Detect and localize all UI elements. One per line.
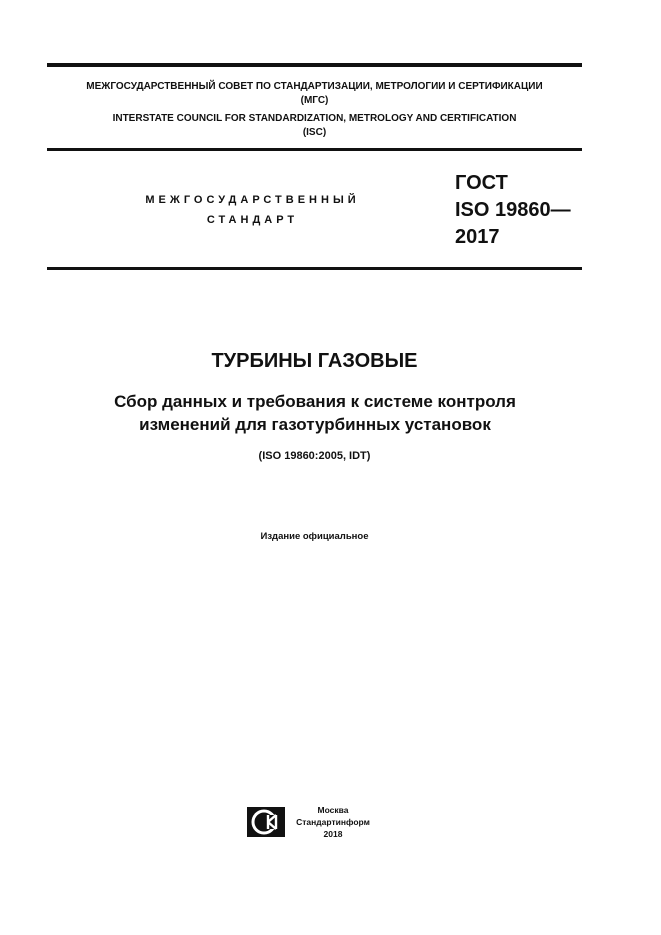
standard-type — [120, 190, 385, 230]
gost-line2: ISO 19860— — [455, 199, 571, 221]
edition-note: Издание официальное — [260, 531, 369, 542]
standard-type-line1: МЕЖГОСУДАРСТВЕННЫЙ — [145, 194, 360, 206]
council-en-name: INTERSTATE COUNCIL FOR STANDARDIZATION, METROLOGY AND CERTIFICATION — [112, 113, 517, 124]
standartinform-logo-icon — [246, 806, 286, 838]
gost-designation — [455, 170, 571, 251]
standard-type-line2: СТАНДАРТ — [206, 214, 299, 226]
council-ru-abbr: (МГС) — [300, 95, 329, 106]
document-subtitle — [60, 390, 570, 436]
top-rule — [47, 63, 582, 67]
publisher-year: 2018 — [323, 829, 343, 839]
publisher-info — [290, 804, 376, 840]
subtitle-line2: изменений для газотурбинных установок — [139, 415, 491, 434]
gost-line1: ГОСТ — [455, 172, 508, 194]
council-en-abbr: (ISC) — [302, 127, 327, 138]
publisher-name: Стандартинформ — [296, 817, 370, 827]
document-title: ТУРБИНЫ ГАЗОВЫЕ — [211, 350, 418, 372]
council-en — [47, 112, 582, 140]
publisher-city: Москва — [317, 805, 349, 815]
council-ru-name: МЕЖГОСУДАРСТВЕННЫЙ СОВЕТ ПО СТАНДАРТИЗАЦИИ, МЕТРОЛОГИИ И СЕРТИФИКАЦИИ — [86, 81, 543, 92]
council-ru — [47, 80, 582, 108]
subtitle-line1: Сбор данных и требования к системе контроля — [114, 392, 516, 411]
gost-line3: 2017 — [455, 226, 500, 248]
header-rule — [47, 148, 582, 151]
iso-identity: (ISO 19860:2005, IDT) — [258, 450, 371, 462]
designation-rule — [47, 267, 582, 270]
